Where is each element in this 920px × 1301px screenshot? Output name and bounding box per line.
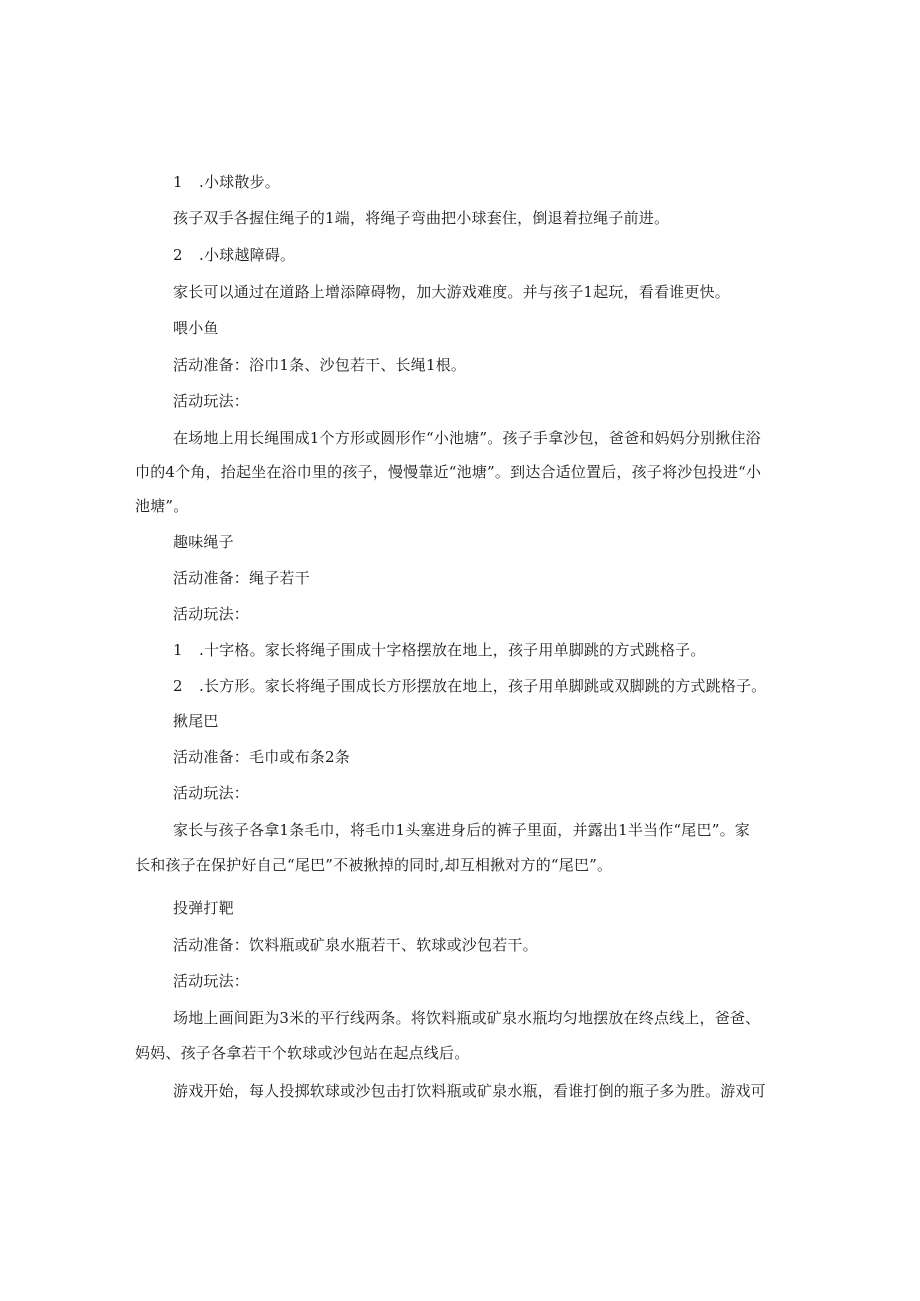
list-item-rectangle	[173, 676, 766, 696]
list-text: .长方形。家长将绳子围成长方形摆放在地上，孩子用单脚跳或双脚跳的方式跳格子。	[199, 677, 767, 695]
section-heading-grab-tail: 揪尾巴	[173, 712, 219, 730]
section-heading-feed-fish: 喂小鱼	[173, 319, 219, 337]
paragraph: 孩子双手各握住绳子的1端，将绳子弯曲把小球套住，倒退着拉绳子前进。	[173, 209, 670, 227]
list-number: 1	[173, 173, 183, 191]
activity-preparation: 活动准备：饮料瓶或矿泉水瓶若干、软球或沙包若干。	[173, 936, 538, 954]
section-heading-target-throw: 投弹打靶	[173, 899, 234, 917]
activity-method-label: 活动玩法：	[173, 784, 250, 802]
list-number: 2	[173, 677, 183, 695]
paragraph-line: 池塘”。	[135, 497, 189, 515]
paragraph-line: 在场地上用长绳围成1个方形或圆形作“小池塘”。孩子手拿沙包，爸爸和妈妈分别揪住浴	[173, 429, 761, 447]
list-number: 2	[173, 246, 183, 264]
list-number: 1	[173, 641, 183, 659]
list-item-ball-walk	[173, 172, 280, 192]
paragraph-line: 场地上画间距为3米的平行线两条。将饮料瓶或矿泉水瓶均匀地摆放在终点线上，爸爸、	[173, 1009, 761, 1027]
activity-method-label: 活动玩法：	[173, 392, 250, 410]
list-text: .小球散步。	[199, 173, 280, 191]
list-text: .小球越障碍。	[199, 246, 296, 264]
list-text: .十字格。家长将绳子围成十字格摆放在地上，孩子用单脚跳的方式跳格子。	[199, 641, 706, 659]
paragraph-line: 家长与孩子各拿1条毛巾，将毛巾1头塞进身后的裤子里面，并露出1半当作“尾巴”。家	[173, 821, 750, 839]
paragraph-line: 妈妈、孩子各拿若干个软球或沙包站在起点线后。	[135, 1044, 470, 1062]
paragraph-line: 长和孩子在保护好自己“尾巴”不被揪掉的同时,却互相揪对方的“尾巴”。	[135, 856, 613, 874]
list-item-cross-grid	[173, 640, 706, 660]
activity-method-label: 活动玩法：	[173, 605, 250, 623]
activity-method-label: 活动玩法：	[173, 972, 250, 990]
activity-preparation: 活动准备：浴巾1条、沙包若干、长绳1根。	[173, 356, 467, 374]
list-item-ball-obstacle	[173, 245, 295, 265]
paragraph-line: 巾的4个角，抬起坐在浴巾里的孩子，慢慢靠近“池塘”。到达合适位置后，孩子将沙包投进“小	[135, 463, 762, 481]
activity-preparation: 活动准备：毛巾或布条2条	[173, 748, 350, 766]
paragraph: 家长可以通过在道路上增添障碍物，加大游戏难度。并与孩子1起玩，看看谁更快。	[173, 283, 730, 301]
paragraph-line: 游戏开始，每人投掷软球或沙包击打饮料瓶或矿泉水瓶，看谁打倒的瓶子多为胜。游戏可	[173, 1082, 766, 1100]
section-heading-fun-rope: 趣味绳子	[173, 533, 234, 551]
activity-preparation: 活动准备：绳子若干	[173, 569, 310, 587]
